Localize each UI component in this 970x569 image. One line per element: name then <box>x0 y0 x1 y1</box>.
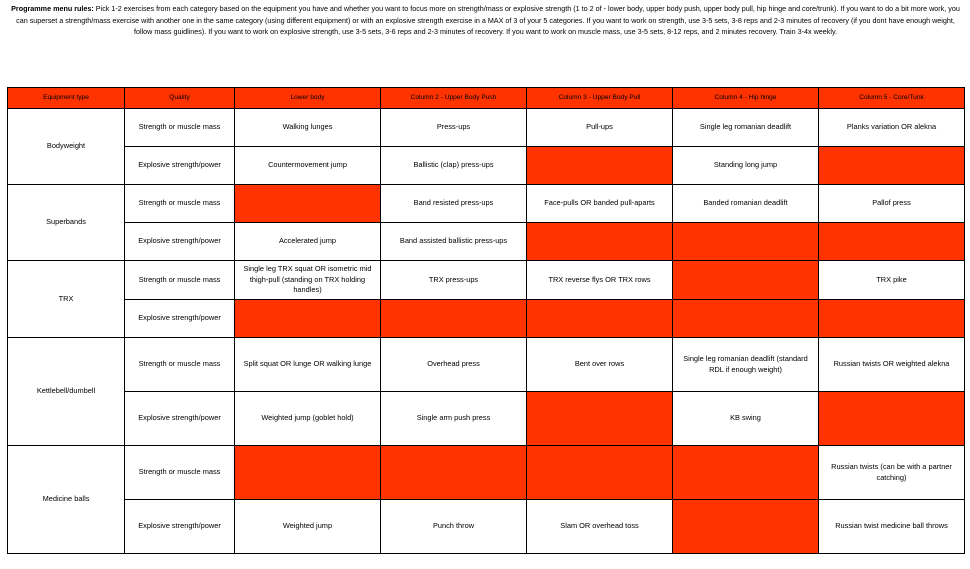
exercise-cell: Press-ups <box>381 109 527 147</box>
exercise-cell: Overhead press <box>381 338 527 392</box>
exercise-cell: Walking lunges <box>235 109 381 147</box>
empty-red-cell <box>819 223 965 261</box>
exercise-cell: Split squat OR lunge OR walking lunge <box>235 338 381 392</box>
empty-red-cell <box>819 147 965 185</box>
exercise-cell: Bent over rows <box>527 338 673 392</box>
header-row <box>8 88 965 109</box>
exercise-cell: Face-pulls OR banded pull-aparts <box>527 185 673 223</box>
equipment-cell: Superbands <box>8 185 125 261</box>
table-row <box>8 147 965 185</box>
exercise-cell: TRX reverse flys OR TRX rows <box>527 261 673 300</box>
quality-cell: Strength or muscle mass <box>125 109 235 147</box>
exercise-cell: Pallof press <box>819 185 965 223</box>
exercise-cell: Slam OR overhead toss <box>527 500 673 554</box>
equipment-cell: Medicine balls <box>8 446 125 554</box>
exercise-cell: Russian twist medicine ball throws <box>819 500 965 554</box>
exercise-cell: Russian twists (can be with a partner catching) <box>819 446 965 500</box>
exercise-cell: KB swing <box>673 392 819 446</box>
equipment-cell: TRX <box>8 261 125 338</box>
header-quality: Quality <box>125 88 235 109</box>
table-row <box>8 109 965 147</box>
quality-cell: Explosive strength/power <box>125 500 235 554</box>
empty-red-cell <box>673 300 819 338</box>
empty-red-cell <box>819 392 965 446</box>
exercise-menu-table <box>7 87 965 554</box>
table-row <box>8 261 965 300</box>
exercise-cell: Russian twists OR weighted alekna <box>819 338 965 392</box>
empty-red-cell <box>527 300 673 338</box>
exercise-cell: Single leg TRX squat OR isometric mid thigh-pull (standing on TRX holding handles) <box>235 261 381 300</box>
table-row <box>8 223 965 261</box>
exercise-cell: Punch throw <box>381 500 527 554</box>
empty-red-cell <box>673 446 819 500</box>
table-row <box>8 500 965 554</box>
exercise-cell: Pull-ups <box>527 109 673 147</box>
quality-cell: Strength or muscle mass <box>125 446 235 500</box>
exercise-cell: Standing long jump <box>673 147 819 185</box>
quality-cell: Strength or muscle mass <box>125 261 235 300</box>
empty-red-cell <box>235 185 381 223</box>
header-upper-body-push: Column 2 - Upper Body Push <box>381 88 527 109</box>
table-row <box>8 338 965 392</box>
exercise-cell: Ballistic (clap) press-ups <box>381 147 527 185</box>
equipment-cell: Bodyweight <box>8 109 125 185</box>
rules-text: Pick 1-2 exercises from each category based on the equipment you have and whether you want to focus more on strength/mass or explosive strength (1 to 2 of - lower body, upper body push, upper body pull, hip hinge and core/trunk). If you want to do a bit more work, you can superset a strength/mass exercise with another one in the same category (using different equipment) or with an explosive strength exercise in a MAX of 3 of your 5 categories. If you want to work on strength, use 3-5 sets, 3-8 reps and 2-3 minutes of recovery (if you dont have enough weight, follow mass guidlines). If you want to work on explosive strength, use 3-5 sets, 3-6 reps and 2-3 minutes of recovery. If you want to work on muscle mass, use 3-5 sets, 8-12 reps, and 2 minutes recovery. Train 3-4x weekly. <box>16 4 960 37</box>
header-lower-body: Lower body <box>235 88 381 109</box>
table-row <box>8 392 965 446</box>
exercise-cell: Weighted jump (goblet hold) <box>235 392 381 446</box>
empty-red-cell <box>673 223 819 261</box>
header-upper-body-pull: Column 3 - Upper Body Pull <box>527 88 673 109</box>
quality-cell: Explosive strength/power <box>125 223 235 261</box>
exercise-cell: TRX pike <box>819 261 965 300</box>
quality-cell: Explosive strength/power <box>125 147 235 185</box>
table-row <box>8 300 965 338</box>
empty-red-cell <box>819 300 965 338</box>
exercise-cell: Countermovement jump <box>235 147 381 185</box>
empty-red-cell <box>527 147 673 185</box>
exercise-cell: Banded romanian deadlift <box>673 185 819 223</box>
exercise-cell: Accelerated jump <box>235 223 381 261</box>
rules-label: Programme menu rules: <box>11 4 94 13</box>
empty-red-cell <box>527 392 673 446</box>
table-row <box>8 446 965 500</box>
table-row <box>8 185 965 223</box>
empty-red-cell <box>527 446 673 500</box>
empty-red-cell <box>673 261 819 300</box>
header-equipment-type: Equipment type <box>8 88 125 109</box>
empty-red-cell <box>235 446 381 500</box>
exercise-cell: Band assisted ballistic press-ups <box>381 223 527 261</box>
exercise-cell: Single leg romanian deadlift (standard RDL if enough weight) <box>673 338 819 392</box>
exercise-cell: Band resisted press-ups <box>381 185 527 223</box>
quality-cell: Strength or muscle mass <box>125 185 235 223</box>
equipment-cell: Kettlebell/dumbell <box>8 338 125 446</box>
empty-red-cell <box>235 300 381 338</box>
header-hip-hinge: Column 4 - Hip hinge <box>673 88 819 109</box>
exercise-cell: TRX press-ups <box>381 261 527 300</box>
exercise-cell: Single arm push press <box>381 392 527 446</box>
empty-red-cell <box>527 223 673 261</box>
exercise-cell: Planks variation OR alekna <box>819 109 965 147</box>
quality-cell: Explosive strength/power <box>125 392 235 446</box>
quality-cell: Strength or muscle mass <box>125 338 235 392</box>
quality-cell: Explosive strength/power <box>125 300 235 338</box>
empty-red-cell <box>381 446 527 500</box>
exercise-cell: Weighted jump <box>235 500 381 554</box>
header-core-trunk: Column 5 - Core/Tunk <box>819 88 965 109</box>
programme-rules <box>8 3 963 38</box>
empty-red-cell <box>673 500 819 554</box>
empty-red-cell <box>381 300 527 338</box>
exercise-cell: Single leg romanian deadlift <box>673 109 819 147</box>
